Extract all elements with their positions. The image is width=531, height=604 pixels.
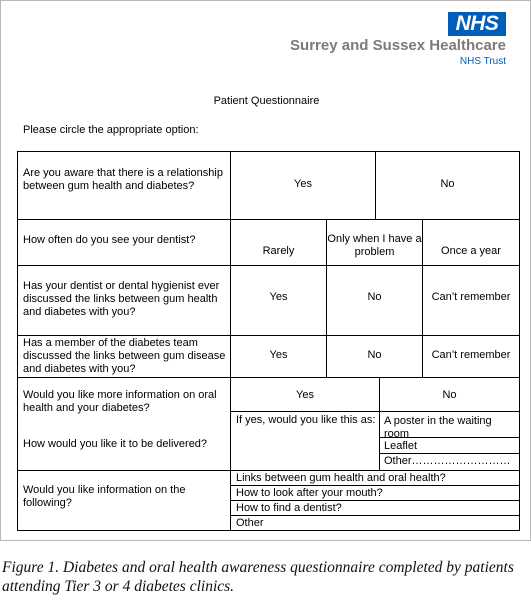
question-delivery-method: How would you like it to be delivered? (23, 438, 208, 450)
option-leaflet[interactable]: Leaflet (384, 440, 418, 452)
row-divider (18, 335, 519, 336)
org-name: Surrey and Sussex Healthcare (290, 37, 506, 54)
row-divider (18, 265, 519, 266)
option-no[interactable]: No (440, 178, 455, 190)
option-rarely[interactable]: Rarely (262, 245, 295, 257)
option-cant-remember[interactable]: Can’t remember (431, 291, 511, 303)
figure-caption: Figure 1. Diabetes and oral health awareness questionnaire completed by patients attending Tier 3 or 4 diabetes clinics. (2, 559, 514, 595)
row-divider (18, 470, 519, 471)
option-no[interactable]: No (442, 389, 457, 401)
column-divider (230, 152, 231, 530)
cell-divider (231, 515, 519, 516)
org-subtitle: NHS Trust (459, 56, 506, 67)
question-diabetes-team-discussed: Has a member of the diabetes team discussed the links between gum disease and diabetes with you? (23, 337, 226, 375)
topic-other[interactable]: Other (236, 517, 264, 529)
nhs-logo: NHS (448, 12, 506, 36)
cell-divider (231, 411, 519, 412)
option-yes[interactable]: Yes (294, 178, 312, 190)
option-other[interactable]: Other……………………… (384, 455, 511, 467)
option-once-a-year[interactable]: Once a year (441, 245, 501, 257)
row-divider (18, 219, 519, 220)
question-information-topics: Would you like information on the following? (23, 484, 186, 509)
form-instruction: Please circle the appropriate option: (23, 124, 199, 136)
option-no[interactable]: No (367, 349, 382, 361)
option-cant-remember[interactable]: Can’t remember (431, 349, 511, 361)
option-poster[interactable]: A poster in the waiting room (384, 415, 492, 440)
option-only-when-problem[interactable]: Only when I have a problem (327, 233, 422, 258)
topic-gum-health[interactable]: Links between gum health and oral health? (236, 472, 446, 484)
option-yes[interactable]: Yes (269, 291, 288, 303)
question-more-information: Would you like more information on oral health and your diabetes? (23, 389, 217, 414)
topic-look-after-mouth[interactable]: How to look after your mouth? (236, 487, 383, 499)
row-divider (18, 377, 519, 378)
question-dentist-discussed: Has your dentist or dental hygienist ever discussed the links between gum health and diabetes with you? (23, 280, 220, 318)
question-dentist-frequency: How often do you see your dentist? (23, 234, 196, 246)
delivery-prompt: If yes, would you like this as: (236, 414, 376, 426)
cell-divider (379, 453, 519, 454)
option-no[interactable]: No (367, 291, 382, 303)
cell-divider (231, 485, 519, 486)
option-yes[interactable]: Yes (269, 349, 288, 361)
topic-find-dentist[interactable]: How to find a dentist? (236, 502, 342, 514)
questionnaire-table (17, 151, 520, 531)
form-title: Patient Questionnaire (213, 95, 320, 107)
cell-divider (231, 500, 519, 501)
question-gum-diabetes-awareness: Are you aware that there is a relationship between gum health and diabetes? (23, 167, 223, 192)
option-yes[interactable]: Yes (296, 389, 314, 401)
